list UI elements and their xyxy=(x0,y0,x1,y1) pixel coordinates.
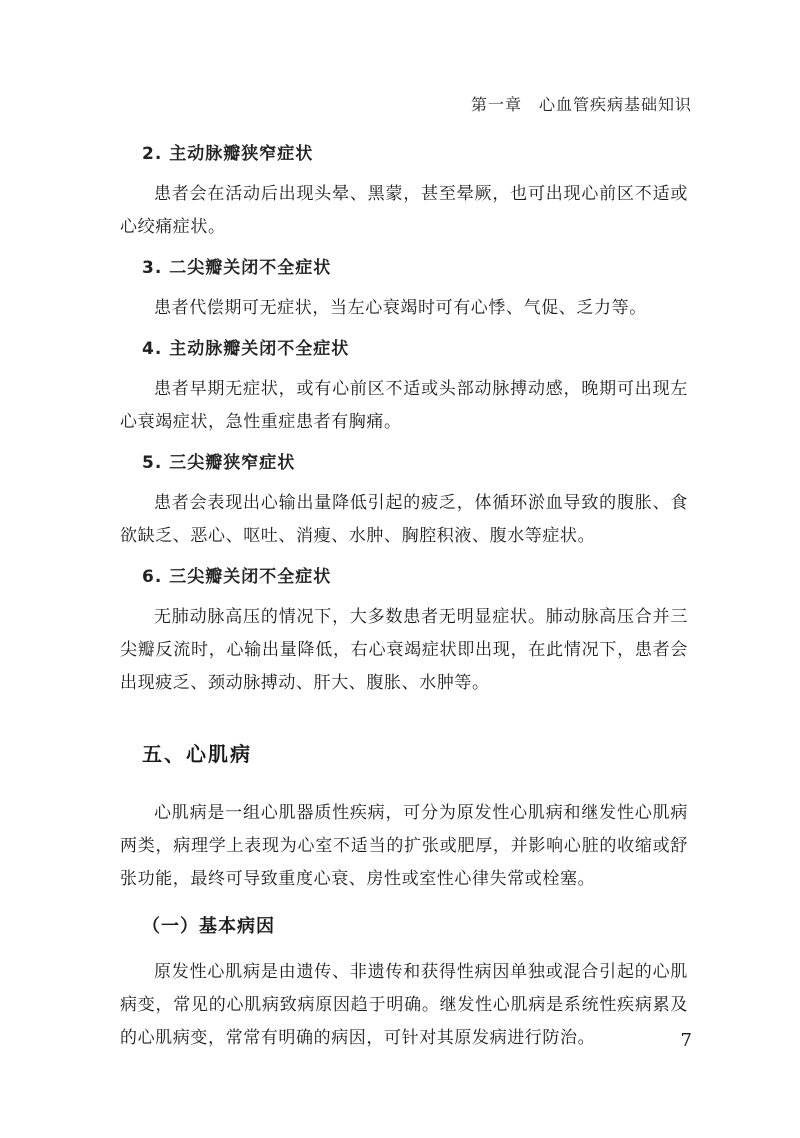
subsection-text: 原发性心肌病是由遗传、非遗传和获得性病因单独或混合引起的心肌病变，常见的心肌病致病原因趋于明确。继发性心肌病是系统性疾病累及的心肌病变，常常有明确的病因，可针对其原发病进行防治。 xyxy=(120,962,688,1048)
section-heading-mitral-regurgitation: 3. 二尖瓣关闭不全症状 xyxy=(142,258,332,278)
section-heading-tricuspid-regurgitation: 6. 三尖瓣关闭不全症状 xyxy=(142,567,332,587)
section-text-tricuspid-stenosis: 患者会表现出心输出量降低引起的疲乏，体循环淤血导致的腹胀、食欲缺乏、恶心、呕吐、消瘦、水肿、胸腔积液、腹水等症状。 xyxy=(120,493,688,546)
page-number: 7 xyxy=(680,1030,692,1051)
section-heading-aortic-regurgitation: 4. 主动脉瓣关闭不全症状 xyxy=(142,339,350,359)
section-text-tricuspid-regurgitation: 无肺动脉高压的情况下，大多数患者无明显症状。肺动脉高压合并三尖瓣反流时，心输出量降低，右心衰竭症状即出现，在此情况下，患者会出现疲乏、颈动脉搏动、肝大、腹胀、水肿等。 xyxy=(120,607,688,693)
section-text-mitral-regurgitation: 患者代偿期可无症状，当左心衰竭时可有心悸、气促、乏力等。 xyxy=(154,298,647,318)
section-heading-tricuspid-stenosis: 5. 三尖瓣狭窄症状 xyxy=(142,453,296,473)
page-content xyxy=(120,140,688,1065)
section-heading-aortic-stenosis: 2. 主动脉瓣狭窄症状 xyxy=(142,144,314,164)
chapter-section-heading: 五、心肌病 xyxy=(142,742,252,766)
subsection-heading: （一）基本病因 xyxy=(142,916,275,937)
running-header: 第一章 心血管疾病基础知识 xyxy=(470,95,692,114)
section-text-aortic-stenosis: 患者会在活动后出现头晕、黑蒙，甚至晕厥，也可出现心前区不适或心绞痛症状。 xyxy=(120,184,688,237)
chapter-section-intro: 心肌病是一组心肌器质性疾病，可分为原发性心肌病和继发性心肌病两类，病理学上表现为心室不适当的扩张或肥厚，并影响心脏的收缩或舒张功能，最终可导致重度心衰、房性或室性心律失常或栓塞。 xyxy=(120,803,688,889)
section-text-aortic-regurgitation: 患者早期无症状，或有心前区不适或头部动脉搏动感，晚期可出现左心衰竭症状，急性重症患者有胸痛。 xyxy=(120,379,688,432)
